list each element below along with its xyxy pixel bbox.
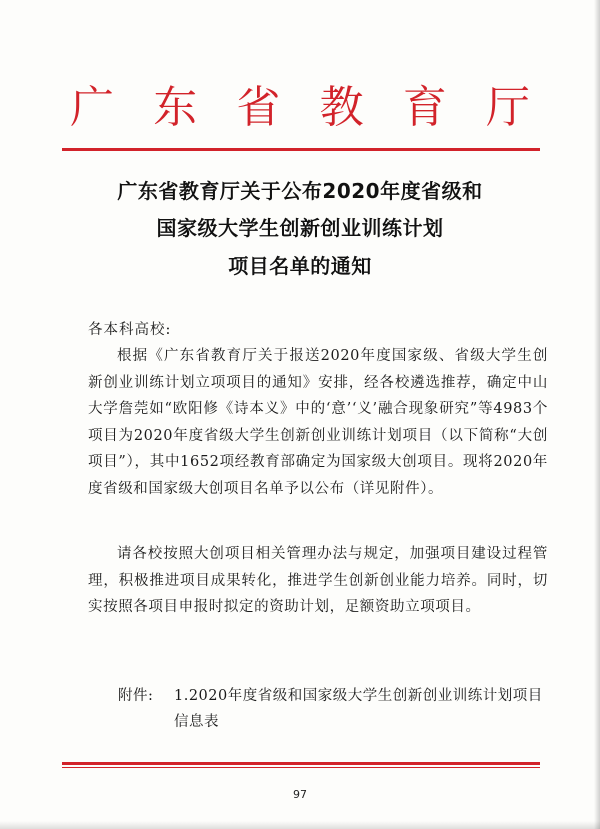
masthead-char: 省	[236, 82, 281, 133]
notice-title-line-2: 国家级大学生创新创业训练计划	[156, 216, 444, 240]
body-paragraph-2: 请各校按照大创项目相关管理办法与规定，加强项目建设过程管理，积极推进项目成果转化，推进学生创新创业能力培养。同时，切实按照各项目申报时拟定的资助计划，足额资助立项项目。	[88, 546, 548, 615]
masthead-char: 教	[319, 82, 364, 133]
footer-red-rule	[62, 762, 540, 765]
page-number: 97	[293, 788, 307, 801]
masthead-char: 厅	[485, 82, 530, 133]
notice-title-line-3: 项目名单的通知	[228, 254, 372, 278]
masthead-title	[70, 78, 530, 138]
page-edge-shadow	[594, 0, 600, 829]
masthead-red-rule	[62, 148, 540, 151]
attachment-label: 附件:	[118, 688, 154, 704]
page-edge-shadow-bottom	[0, 821, 600, 829]
footer-red-rule-thin	[62, 767, 540, 768]
addressee: 各本科高校:	[88, 322, 172, 338]
masthead-char: 广	[70, 82, 114, 133]
masthead-char: 东	[153, 82, 198, 133]
notice-title-line-1: 广东省教育厅关于公布2020年度省级和	[117, 179, 483, 203]
attachment-item: 1.2020年度省级和国家级大学生创新创业训练计划项目信息表	[174, 688, 543, 730]
masthead-char: 育	[402, 82, 447, 133]
body-paragraph-1: 根据《广东省教育厅关于报送2020年度国家级、省级大学生创新创业训练计划立项项目的通知》安排，经各校遴选推荐，确定中山大学詹莞如“欧阳修《诗本义》中的‘意’‘义’融合现象研究”等4983个项目为2020年度省级大学生创新创业训练计划项目（以下简称“大创项目”），其中1652项经教育部确定为国家级大创项目。现将2020年度省级和国家级大创项目名单予以公布（详见附件）。	[88, 348, 548, 497]
